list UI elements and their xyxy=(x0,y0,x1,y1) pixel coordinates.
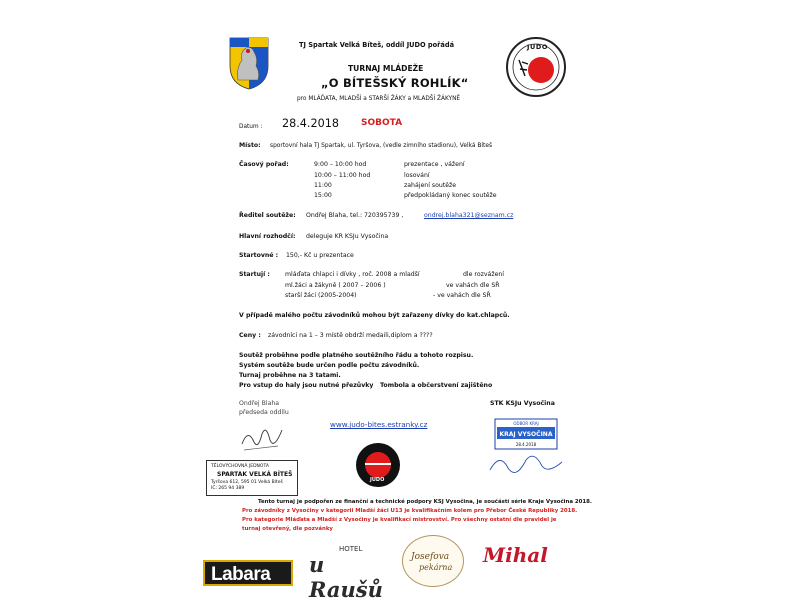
left-signer-role: předseda oddílu xyxy=(239,409,289,416)
footer-note-3: Pro kategorie Mláďata a Mladší z Vysočiny je kvalifikací mistrovství. Pro všechny ostatní dle pravidel je xyxy=(242,517,557,523)
schedule-time-2: 10:00 – 11:00 hod xyxy=(314,172,371,179)
kraj-logo-top: ODBOR KRAJ xyxy=(513,421,539,426)
entry-label: Startují : xyxy=(239,271,270,278)
director-email-link[interactable]: ondrej.blaha321@seznam.cz xyxy=(424,212,514,219)
sponsor-urausu-text: u Raušů xyxy=(309,552,383,602)
right-signature xyxy=(486,448,566,482)
right-signer-name: STK KSJu Vysočina xyxy=(490,400,555,407)
venue-value: sportovní hala TJ Spartak, ul. Tyršova, (vedle zimního stadionu), Velká Bíteš xyxy=(270,143,493,149)
event-subtitle: TURNAJ MLÁDEŽE xyxy=(348,64,424,73)
sponsor-labara-logo xyxy=(203,560,293,586)
website-link[interactable]: www.judo-bites.estranky.cz xyxy=(330,420,428,429)
sponsor-mihal-logo xyxy=(483,543,575,571)
sponsor-urausu-top: HOTEL xyxy=(339,545,363,553)
sponsor-urausu-logo xyxy=(309,545,393,602)
venue-label: Místo: xyxy=(239,142,261,149)
stamp-line-2: SPARTAK VELKÁ BÍTEŠ xyxy=(217,471,293,478)
schedule-time-3: 11:00 xyxy=(314,182,332,189)
entry-group-1: mláďata chlapci i dívky , roč. 2008 a mladší xyxy=(285,271,420,278)
schedule-event-2: losování xyxy=(404,172,430,179)
referee-label: Hlavní rozhodčí: xyxy=(239,233,296,240)
footer-note-2: Pro závodníky z Vysočiny v kategorii Mladší žáci U13 je kvalifikačním kolem pro Přebor České Republiky 2018. xyxy=(242,508,578,514)
left-signer-name: Ondřej Blaha xyxy=(239,400,280,407)
sponsor-pekarna-logo xyxy=(402,535,464,587)
director-value: Ondřej Blaha, tel.: 720395739 , xyxy=(306,212,404,219)
rule-3: Turnaj proběhne na 3 tatami. xyxy=(239,372,341,379)
sponsor-pekarna-text-2: pekárna xyxy=(419,563,453,572)
judo-logo-label: JUDO xyxy=(527,43,549,51)
kraj-vysocina-logo xyxy=(494,418,558,450)
director-label: Ředitel soutěže: xyxy=(239,212,296,219)
rule-4: Pro vstup do haly jsou nutné přezůvky xyxy=(239,382,374,389)
footer-note-4: turnaj otevřený, dle pozvánky xyxy=(242,526,333,532)
stamp-line-3: Tyršova 612, 595 01 Velká Bíteš xyxy=(211,480,283,485)
event-title: „O BÍTEŠSKÝ ROHLÍK“ xyxy=(321,76,469,90)
rule-1: Soutěž proběhne podle platného soutěžního řádu a tohoto rozpisu. xyxy=(239,352,474,359)
prizes-value: závodníci na 1 – 3 místě obdrží medaili,diplom a ???? xyxy=(268,332,433,339)
entry-weigh-2: ve vahách dle SŘ xyxy=(446,282,500,289)
tombola-note: Tombola a občerstvení zajištěno xyxy=(380,382,493,389)
referee-value: deleguje KR KSJu Vysočina xyxy=(306,233,389,240)
date-value: 28.4.2018 xyxy=(282,117,339,130)
categories-line: pro MLÁĎATA, MLADŠÍ a STARŠÍ ŽÁKY a MLADŠÍ ŽÁKYNĚ xyxy=(297,96,461,102)
fee-label: Startovné : xyxy=(239,252,279,259)
fee-value: 150,- Kč u prezentace xyxy=(286,252,354,259)
note-girls: V případě malého počtu závodníků mohou být zařazeny dívky do kat.chlapců. xyxy=(239,312,510,319)
sponsor-labara-text: Labara xyxy=(211,564,271,585)
schedule-time-4: 15:00 xyxy=(314,192,332,199)
date-day: SOBOTA xyxy=(361,118,403,128)
schedule-event-3: zahájení soutěže xyxy=(404,182,457,189)
sponsor-mihal-text: Mihal xyxy=(483,543,548,567)
kraj-logo-main: KRAJ VYSOČINA xyxy=(499,431,553,438)
schedule-event-4: předpokládaný konec soutěže xyxy=(404,192,497,199)
rule-2: Systém soutěže bude určen podle počtu závodníků. xyxy=(239,362,420,369)
stamp-line-1: TĚLOVÝCHOVNÁ JEDNOTA xyxy=(211,464,269,469)
date-label: Datum : xyxy=(239,124,263,130)
entry-weigh-1: dle rozvážení xyxy=(463,271,505,278)
coat-of-arms-icon xyxy=(228,36,270,90)
entry-group-3: starší žáci (2005-2004) xyxy=(285,292,357,299)
prizes-label: Ceny : xyxy=(239,332,261,339)
kraj-logo-date: 28.4.2018 xyxy=(515,442,537,447)
club-stamp xyxy=(206,460,298,496)
footer-note-1: Tento turnaj je podpořen ze finanční a technické podpory KSJ Vysočina, je součástí série Kraje Vysočina 2018. xyxy=(258,499,592,505)
schedule-event-1: prezentace , vážení xyxy=(404,161,465,168)
entry-weigh-3: - ve vahách dle SŘ xyxy=(433,292,491,299)
stamp-line-4: IČ: 265 94 389 xyxy=(211,486,245,491)
entry-group-2: ml.žáci a žákyně ( 2007 – 2006 ) xyxy=(285,282,386,289)
organizer-line: TJ Spartak Velká Bíteš, oddíl JUDO pořádá xyxy=(299,41,455,49)
schedule-label: Časový pořad: xyxy=(239,161,289,168)
left-signature xyxy=(238,420,288,456)
schedule-time-1: 9:00 – 10:00 hod xyxy=(314,161,367,168)
sponsor-pekarna-text-1: Josefova xyxy=(411,552,450,562)
center-logo-label: JUDO xyxy=(370,477,385,483)
